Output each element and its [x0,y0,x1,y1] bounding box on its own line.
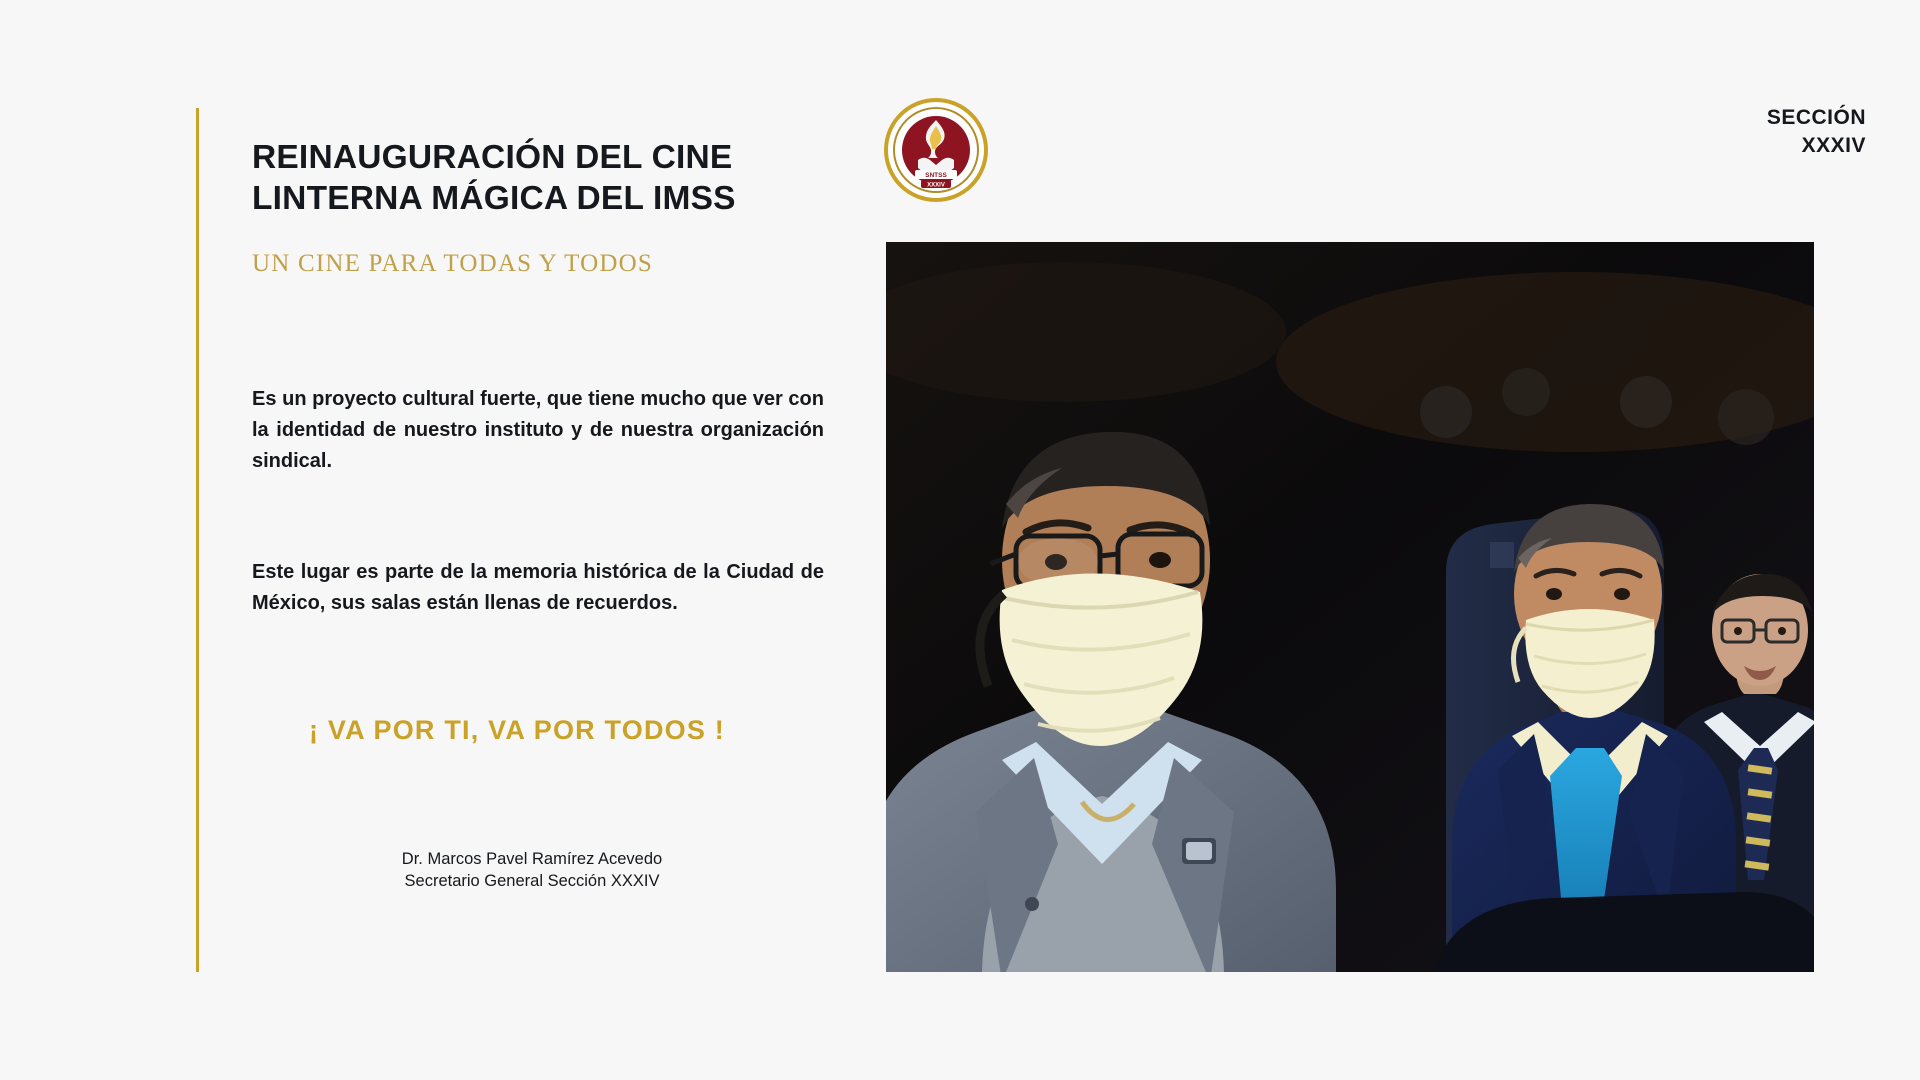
section-label-line-1: SECCIÓN [1766,106,1866,129]
signature-role: Secretario General Sección XXXIV [404,871,660,890]
svg-text:XXXIV: XXXIV [927,182,945,189]
slogan-text: ¡ VA POR TI, VA POR TODOS ! [309,714,725,745]
signature-block [252,848,812,893]
signature-name: Dr. Marcos Pavel Ramírez Acevedo [401,849,663,868]
page-title: REINAUGURACIÓN DEL CINE LINTERNA MÁGICA DEL IMSS [252,139,736,217]
gold-vertical-rule [196,108,199,972]
page-subtitle: UN CINE PARA TODAS Y TODOS [252,249,653,277]
body-paragraph-1: Es un proyecto cultural fuerte, que tiene mucho que ver con la identidad de nuestro instituto y de nuestra organización sindical. [252,387,824,472]
snt-ss-xxxiv-union-emblem-icon [884,98,988,202]
event-photo [886,242,1814,972]
section-label [1767,104,1866,160]
section-label-line-2: XXXIV [1801,133,1866,157]
body-paragraph-2: Este lugar es parte de la memoria histórica de la Ciudad de México, sus salas están llenas de recuerdos. [252,560,824,614]
left-text-column [252,138,822,892]
svg-text:SNTSS: SNTSS [925,172,947,179]
